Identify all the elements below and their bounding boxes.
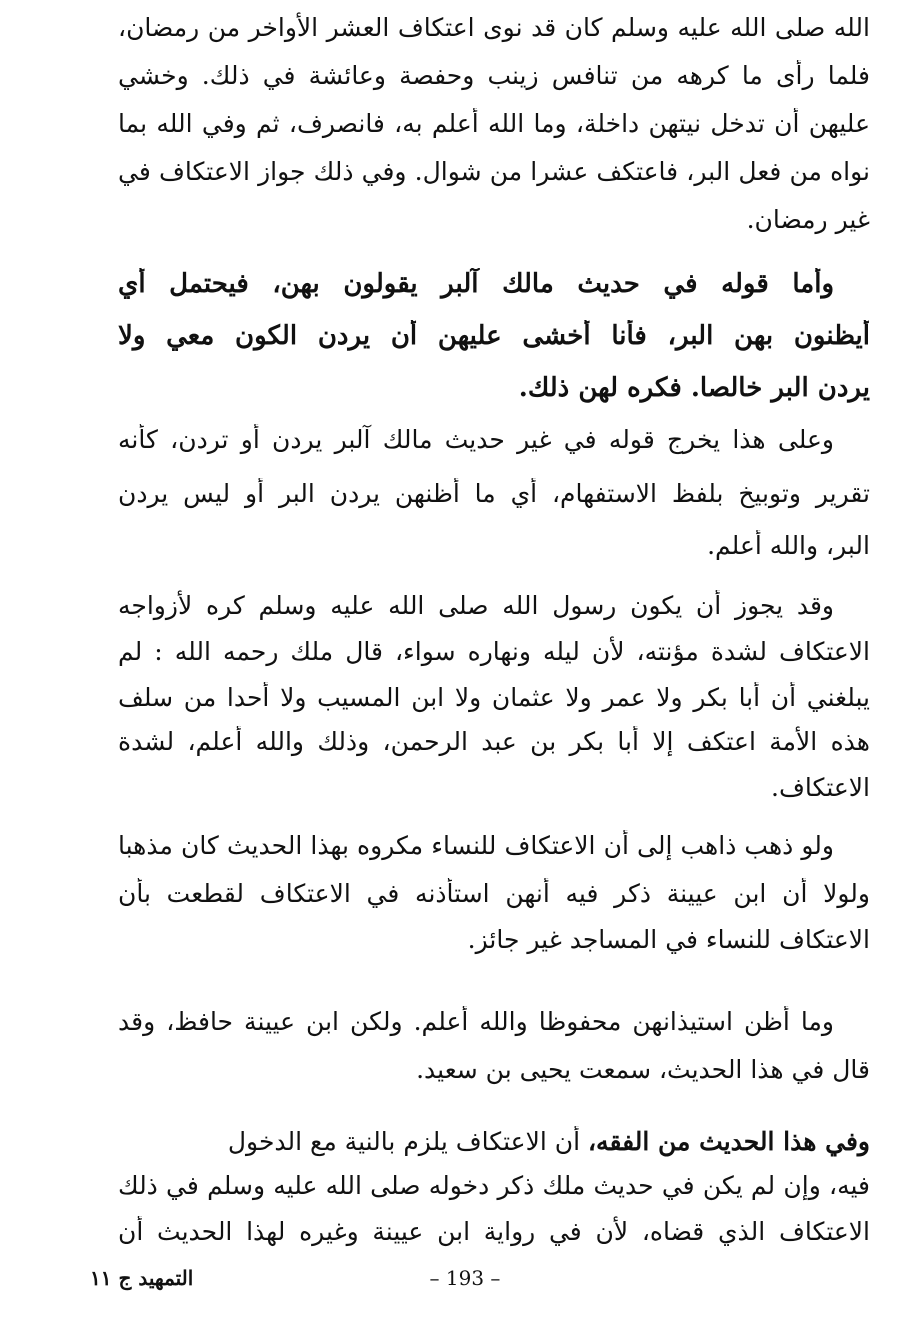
text-line: الاعتكاف للنساء في المساجد غير جائز.: [467, 925, 870, 954]
text-line: وأما قوله في حديث مالك آلبر يقولون بهن، فيحتمل أي: [118, 269, 834, 299]
text-line: يبلغني أن أبا بكر ولا عمر ولا عثمان ولا ابن المسيب ولا أحدا من سلف: [118, 683, 870, 712]
text-line: الله صلى الله عليه وسلم كان قد نوى اعتكاف العشر الأواخر من رمضان،: [118, 13, 870, 42]
text-line: وعلى هذا يخرج قوله في غير حديث مالك آلبر يردن أو تردن، كأنه: [118, 425, 834, 454]
text-line: قال في هذا الحديث، سمعت يحيى بن سعيد.: [416, 1055, 870, 1084]
text-line: نواه من فعل البر، فاعتكف عشرا من شوال. وفي ذلك جواز الاعتكاف في: [118, 157, 870, 186]
text-line: ولو ذهب ذاهب إلى أن الاعتكاف للنساء مكروه بهذا الحديث كان مذهبا: [118, 831, 834, 860]
text-line: تقرير وتوبيخ بلفظ الاستفهام، أي ما أظنهن يردن البر أو ليس يردن: [118, 479, 870, 508]
running-title: التمهيد ج ١١: [90, 1266, 194, 1290]
text-line: الاعتكاف.: [771, 773, 870, 802]
text-line: البر، والله أعلم.: [707, 531, 870, 560]
text-line: ولولا أن ابن عيينة ذكر فيه أنهن استأذنه في الاعتكاف لقطعت بأن: [118, 879, 870, 908]
text-line: عليهن أن تدخل نيتهن داخلة، وما الله أعلم به، فانصرف، ثم وفي الله بما: [118, 109, 870, 138]
lead-phrase: وفي هذا الحديث من الفقه،: [587, 1127, 870, 1156]
text-line: وما أظن استيذانهن محفوظا والله أعلم. ولكن ابن عيينة حافظ، وقد: [118, 1007, 834, 1036]
text-line: يردن البر خالصا. فكره لهن ذلك.: [518, 373, 870, 403]
text-line: أيظنون بهن البر، فأنا أخشى عليهن أن يردن الكون معي ولا: [118, 321, 870, 351]
text-run: أن الاعتكاف يلزم بالنية مع الدخول: [227, 1127, 588, 1156]
text-line: فيه، وإن لم يكن في حديث ملك ذكر دخوله صلى الله عليه وسلم في ذلك: [118, 1171, 870, 1200]
text-line: الاعتكاف الذي قضاه، لأن في رواية ابن عيينة وغيره لهذا الحديث أن: [118, 1217, 870, 1246]
page-number: – 193 –: [429, 1266, 501, 1290]
text-line: هذه الأمة اعتكف إلا أبا بكر بن عبد الرحمن، وذلك والله أعلم، لشدة: [118, 727, 870, 756]
text-line: وقد يجوز أن يكون رسول الله صلى الله عليه وسلم كره لأزواجه: [118, 591, 834, 620]
text-line: فلما رأى ما كرهه من تنافس زينب وحفصة وعائشة في ذلك. وخشي: [118, 61, 870, 90]
text-line: [118, 1126, 870, 1160]
text-line: غير رمضان.: [746, 205, 870, 234]
text-line: الاعتكاف لشدة مؤنته، لأن ليله ونهاره سواء، قال ملك رحمه الله : لم: [118, 637, 870, 666]
